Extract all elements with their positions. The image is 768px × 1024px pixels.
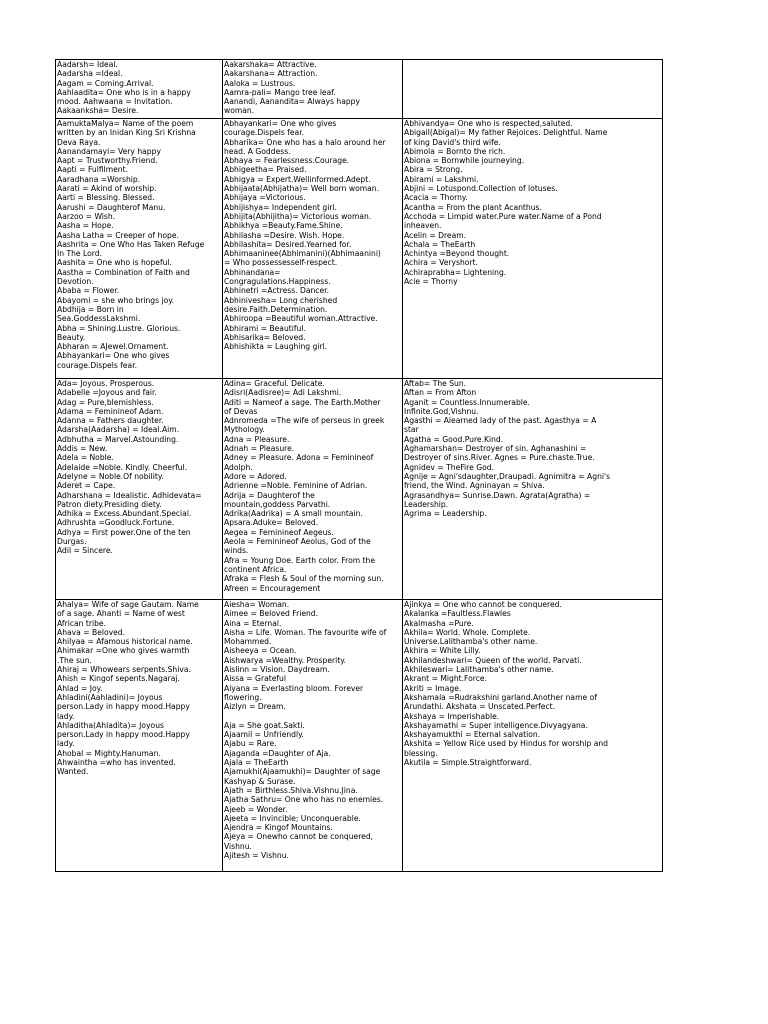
entry-line: Adolph. [224, 462, 253, 472]
entry-line: Acelin = Dream. [404, 230, 467, 240]
entry-line: Adhrushta =Goodluck.Fortune. [57, 518, 175, 528]
entry-line: Aderet = Cape. [57, 481, 116, 491]
entry-line: Sea.GoddessLakshmi. [57, 314, 141, 324]
entry-line: Abhijaya =Victorious. [224, 193, 306, 203]
entry-line: Aakarshaka= Attractive. [224, 60, 317, 69]
entry-line: Akhila= World. Whole. Complete. [404, 627, 531, 637]
entry-line: Abhiroopa =Beautiful woman.Attractive. [224, 314, 378, 324]
entry-line: Adrija = Daughterof the [224, 490, 315, 500]
entry-line: Aashita = One who is hopeful. [57, 258, 172, 268]
entry-line: Abhirami = Beautiful. [224, 323, 306, 333]
entry-line: Ajaamil = Unfriendly. [224, 730, 304, 740]
table-row [56, 119, 663, 379]
entry-line: Aarzoo = Wish. [57, 211, 116, 221]
entry-line: friend, the Wind. Agninayan = Shiva. [404, 481, 545, 491]
entry-line: Adhya = First power.One of the ten [57, 527, 191, 537]
entry-line: Aadarsha =Ideal. [57, 69, 123, 79]
entry-line: Aashrita = One Who Has Taken Refuge [57, 239, 205, 249]
entry-line: Abhigeetha= Praised. [224, 165, 307, 175]
entry-line: Akalmasha =Pure. [404, 618, 474, 628]
entry-line: Ajath = Birthless.Shiva.Vishnu.Jina. [224, 785, 358, 795]
entry-line: = Who possessesself-respect. [224, 258, 338, 268]
entry-line: Afraka = Flesh & Soul of the morning sun. [224, 574, 384, 584]
entry-line: Ajinkya = One who cannot be conquered. [404, 600, 562, 609]
entry-line: Akshaya = Imperishable. [404, 711, 500, 721]
entry-line: Akshita = Yellow Rice used by Hindus for worship and [404, 739, 609, 749]
entry-line: Aaloka = Lustrous. [224, 78, 296, 88]
entry-line: Ahobal = Mighty.Hanuman. [57, 748, 161, 758]
entry-line [224, 712, 401, 721]
entry-line: woman. [224, 106, 255, 116]
entry-line: Adney = Pleasure. Adona = Feminineof [224, 453, 374, 463]
entry-line: Akutila = Simple.Straightforward. [404, 758, 532, 768]
entry-line: Adil = Sincere. [57, 546, 113, 556]
entry-line: Ajamukhi(Ajaamukhi)= Daughter of sage [224, 767, 381, 777]
entry-line: Aganit = Countless.Innumerable. [404, 397, 530, 407]
entry-line: Universe.Lalithamba's other name. [404, 637, 538, 647]
entry-line: Durgas. [57, 537, 87, 547]
entry-line: Aegea = Feminineof Aegeus. [224, 527, 334, 537]
entry-line: winds. [224, 546, 249, 556]
entry-line: Deva Raya. [57, 137, 101, 147]
entry-line: Abhinivesha= Long cherished [224, 295, 338, 305]
entry-line: Achala = TheEarth [404, 239, 476, 249]
entry-line: Ajeya = Onewho cannot be conquered, [224, 832, 374, 842]
entry-line: Destroyer of sins.River. Agnes = Pure.chaste.True. [404, 453, 595, 463]
entry-line: written by an Inidan King Sri Krishna [57, 128, 196, 138]
entry-line: Abirami = Lakshmi. [404, 174, 479, 184]
entry-line: Aisha = Life. Woman. The favourite wife of [224, 627, 387, 637]
entry-line: Abigail(Abigal)= My father Rejoices. Delightful. Name [404, 128, 608, 138]
entry-line: Abhilashita= Desired.Yearned for. [224, 239, 352, 249]
table-cell [223, 379, 403, 600]
entry-line: Vishnu. [224, 841, 252, 851]
entry-line: Abimola = Bornto the rich. [404, 146, 506, 156]
entry-line: Aamra-pali= Mango tree leaf. [224, 87, 336, 97]
entry-line: African tribe. [57, 618, 106, 628]
entry-line: Akhira = White Lilly. [404, 646, 481, 656]
entry-line: Ahava = Beloved. [57, 627, 126, 637]
entry-line: Adnromeda =The wife of perseus in greek [224, 416, 385, 426]
entry-line: Aasha Latha = Creeper of hope. [57, 230, 179, 240]
entry-line: Kashyap & Surase. [224, 776, 296, 786]
entry-line: Aizlyn = Dream. [224, 702, 286, 712]
entry-line: Adisri(Aadisree)= Adi Lakshmi. [224, 388, 342, 398]
entry-line: Ahimakar =One who gives warmth [57, 646, 190, 656]
table-cell [403, 119, 663, 379]
entry-line: Adarsha(Aadarsha) = Ideal.Aim. [57, 425, 180, 435]
entry-line: .The sun. [57, 655, 92, 665]
names-table-body [56, 60, 663, 872]
entry-line: Adela = Noble. [57, 453, 114, 463]
entry-line: person.Lady in happy mood.Happy [57, 730, 190, 740]
entry-line: Acacia = Thorny. [404, 193, 468, 203]
entry-line: Abharika= One who has a halo around her [224, 137, 386, 147]
entry-line: Abiona = Bornwhile journeying. [404, 156, 525, 166]
entry-line: Addis = New. [57, 444, 108, 454]
entry-line: Adag = Pure,blemishless. [57, 397, 154, 407]
entry-line: Congragulations.Happiness. [224, 277, 331, 287]
entry-line: Aishwarya =Wealthy. Prosperity. [224, 655, 347, 665]
entry-line: Agrasandhya= Sunrise.Dawn. Agrata(Agratha) = [404, 490, 591, 500]
entry-line: Aiesha= Woman. [224, 600, 290, 609]
entry-line: person.Lady in happy mood.Happy [57, 702, 190, 712]
table-cell [403, 379, 663, 600]
entry-line: Adna = Pleasure. [224, 434, 290, 444]
entry-line: Aadarsh= Ideal. [57, 60, 118, 69]
entry-line: Mohammed. [224, 637, 272, 647]
entry-line: Abayomi = she who brings joy. [57, 295, 175, 305]
table-row [56, 600, 663, 872]
entry-line: flowering. [224, 692, 262, 702]
table-row [56, 379, 663, 600]
entry-line: Afra = Young Doe. Earth color. From the [224, 555, 375, 565]
entry-line: Akalanka =Faultless.Flawles [404, 609, 511, 619]
entry-line: In The Lord. [57, 249, 102, 259]
entry-line: Akhilandeshwari= Queen of the world. Parvati. [404, 655, 582, 665]
entry-line: of king David's third wife. [404, 137, 501, 147]
table-row [56, 60, 663, 119]
entry-line: Achiraprabha= Lightening. [404, 267, 507, 277]
entry-line: Aapti = Fulfilment. [57, 165, 128, 175]
entry-line: Ahladini(Aahladini)= Joyous [57, 692, 163, 702]
entry-line: Acantha = From the plant Acanthus. [404, 202, 542, 212]
entry-line: Devotion. [57, 277, 94, 287]
entry-line: Leadership. [404, 499, 449, 509]
table-cell [223, 119, 403, 379]
entry-line: Aarushi = Daughterof Manu. [57, 202, 166, 212]
table-cell [56, 379, 223, 600]
entry-line: Abhimaaninee(Abhimanini)(Abhimaanini) [224, 249, 381, 259]
entry-line: blessing. [404, 748, 438, 758]
table-cell [223, 60, 403, 119]
entry-line: Adhika = Excess.Abundant.Special. [57, 509, 192, 519]
table-cell [56, 60, 223, 119]
entry-line: Patron diety.Presiding diety. [57, 499, 162, 509]
table-cell [403, 600, 663, 872]
entry-line: Agasthi = Alearned lady of the past. Agasthya = A [404, 416, 597, 426]
entry-line: Agatha = Good.Pure.Kind. [404, 434, 504, 444]
entry-line: Ahlad = Joy. [57, 683, 103, 693]
entry-line: Ababa = Flower. [57, 286, 120, 296]
entry-line: Adnah = Pleasure. [224, 444, 295, 454]
entry-line: Ahalya= Wife of sage Gautam. Name [57, 600, 199, 609]
entry-line: Abhisarika= Beloved. [224, 332, 306, 342]
entry-line: Abhijita(Abhijitha)= Victorious woman. [224, 211, 372, 221]
entry-line: Abha = Shining.Lustre. Glorious. [57, 323, 181, 333]
table-cell [56, 119, 223, 379]
entry-line: Aissa = Grateful [224, 674, 286, 684]
names-table [55, 59, 663, 872]
entry-line: Aagam = Coming.Arrival. [57, 78, 154, 88]
entry-line: Aghamarshan= Destroyer of sin. Aghanashini = [404, 444, 587, 454]
entry-line: Abhivandya= One who is respected,saluted. [404, 119, 573, 128]
entry-line: Abhijishya= Independent girl. [224, 202, 337, 212]
entry-line: Akshamala =Rudrakshini garland.Another name of [404, 692, 597, 702]
entry-line: Ajeeb = Wonder. [224, 804, 288, 814]
entry-line: star [404, 425, 419, 435]
entry-line: Abira = Strong. [404, 165, 463, 175]
entry-line: Aanandi, Aanandita= Always happy [224, 97, 360, 107]
table-cell [223, 600, 403, 872]
entry-line: inheaven. [404, 221, 442, 231]
entry-line: Abdhija = Born in [57, 304, 124, 314]
entry-line: courage.Dispels fear. [224, 128, 305, 138]
entry-line: Achira = Veryshort. [404, 258, 478, 268]
entry-line: Akshayamathi = Super intelligence.Divyagyana. [404, 720, 588, 730]
entry-line: Ajabu = Rare. [224, 739, 277, 749]
entry-line: courage.Dispels fear. [57, 360, 138, 370]
entry-line: Aftan = From Afton [404, 388, 477, 398]
entry-line: Adelyne = Noble.Of nobility. [57, 471, 164, 481]
entry-line: Akriti = Image. [404, 683, 462, 693]
entry-line: Akhileswari= Lalithamba's other name. [404, 665, 554, 675]
entry-line: Agrima = Leadership. [404, 509, 487, 519]
entry-line: Wanted. [57, 767, 89, 777]
entry-line: Aarti = Blessing. Blessed. [57, 193, 155, 203]
entry-line: Afreen = Encouragement [224, 583, 321, 593]
entry-line: Aahlaadita= One who is in a happy [57, 87, 191, 97]
entry-line: Akrant = Might.Force. [404, 674, 487, 684]
entry-line: Adrienne =Noble. Feminine of Adrian. [224, 481, 368, 491]
entry-line: Aapt = Trustworthy.Friend. [57, 156, 158, 166]
entry-line: Abhinetri =Actress. Dancer. [224, 286, 329, 296]
entry-line: Abhishikta = Laughing girl. [224, 342, 328, 352]
entry-line: Aiyana = Everlasting bloom. Forever [224, 683, 364, 693]
entry-line: Aakarshana= Attraction. [224, 69, 318, 79]
entry-line: Adharshana = Idealistic. Adhidevata= [57, 490, 202, 500]
table-cell [56, 600, 223, 872]
entry-line: Ajendra = Kingof Mountains. [224, 823, 333, 833]
entry-line: lady. [57, 711, 75, 721]
entry-line: Ahish = Kingof sepents.Nagaraj. [57, 674, 180, 684]
entry-line: Ajala = TheEarth [224, 758, 289, 768]
entry-line: Aeola = Feminineof Aeolus, God of the [224, 537, 371, 547]
entry-line: Achintya =Beyond thought. [404, 249, 510, 259]
entry-line: Agnidev = TheFire God. [404, 462, 494, 472]
entry-line: Mythology. [224, 425, 265, 435]
entry-line: Ahilyaa = Afamous historical name. [57, 637, 193, 647]
entry-line: Akshayamukthi = Eternal salvation. [404, 730, 541, 740]
entry-line: Abhinandana= [224, 267, 281, 277]
entry-line: Ajeeta = Invincible; Unconquerable. [224, 813, 361, 823]
entry-line: Aftab= The Sun. [404, 379, 467, 388]
entry-line: Aaradhana =Worship. [57, 174, 141, 184]
entry-line: Aina = Eternal. [224, 618, 282, 628]
entry-line: Ahiraj = Whowears serpents.Shiva. [57, 665, 191, 675]
entry-line: Adelaide =Noble. Kindly. Cheerful. [57, 462, 188, 472]
entry-line: Aastha = Combination of Faith and [57, 267, 190, 277]
entry-line: Adrika(Aadrika) = A small mountain. [224, 509, 363, 519]
entry-line: Aanandamayi= Very happy [57, 146, 161, 156]
table-cell [403, 60, 663, 119]
entry-line: Ahwaintha =who has invented. [57, 758, 176, 768]
entry-line: Abhilasha =Desire. Wish. Hope. [224, 230, 345, 240]
entry-line: continent Africa. [224, 564, 287, 574]
entry-line: Acchoda = Limpid water.Pure water.Name of a Pond [404, 211, 602, 221]
entry-line: Ada= Joyous. Prosperous. [57, 379, 155, 388]
entry-line: Ajatha Sathru= One who has no enemies. [224, 795, 384, 805]
entry-line: mood. Aahwaana = Invitation. [57, 97, 173, 107]
entry-line: Abhigya = Expert.Wellinformed.Adept. [224, 174, 371, 184]
entry-line: Adabelle =Joyous and fair. [57, 388, 157, 398]
entry-line: Abhaya = Fearlessness.Courage. [224, 156, 350, 166]
entry-line: Abhikhya =Beauty.Fame.Shine. [224, 221, 343, 231]
entry-line: Adina= Graceful. Delicate. [224, 379, 325, 388]
entry-line: Abharan = AJewel.Ornament. [57, 342, 169, 352]
entry-line: AamuktaMalya= Name of the poem [57, 119, 194, 128]
entry-line: Aimee = Beloved Friend. [224, 609, 319, 619]
entry-line: of Devas [224, 406, 258, 416]
entry-line: Aasha = Hope. [57, 221, 114, 231]
entry-line: Aja = She goat.Sakti. [224, 720, 305, 730]
entry-line: Aislinn = Vision. Daydream. [224, 665, 330, 675]
entry-line: Ahladitha(Ahladita)= Joyous [57, 720, 164, 730]
entry-line: desire.Faith.Determination. [224, 304, 328, 314]
entry-line: Abhayankari= One who gives [224, 119, 337, 128]
entry-line: Beauty. [57, 332, 86, 342]
entry-line: Aakaanksha= Desire. [57, 106, 139, 116]
entry-line: Abhayankari= One who gives [57, 351, 170, 361]
entry-line: mountain,goddess Parvathi. [224, 499, 331, 509]
entry-line: Abjini = Lotuspond.Collection of lotuses. [404, 184, 558, 194]
entry-line: Aisheeya = Ocean. [224, 646, 297, 656]
entry-line: lady. [57, 739, 75, 749]
entry-line: Infinite.God,Vishnu. [404, 406, 479, 416]
entry-line: Ajaganda =Daughter of Aja. [224, 748, 331, 758]
entry-line: Aarati = Akind of worship. [57, 184, 157, 194]
entry-line: Abhijaata(Abhijatha)= Well born woman. [224, 184, 380, 194]
entry-line: of a sage. Ahanti = Name of west [57, 609, 185, 619]
entry-line: Adama = Feminineof Adam. [57, 406, 164, 416]
entry-line: Adbhutha = Marvel.Astounding. [57, 434, 179, 444]
entry-line: Ajitesh = Vishnu. [224, 851, 289, 861]
entry-line: Adore = Adored. [224, 471, 287, 481]
entry-line: Arundathi. Akshata = Unscated.Perfect. [404, 702, 556, 712]
entry-line: Acie = Thorny [404, 277, 458, 287]
entry-line: Adanna = Fathers daughter. [57, 416, 164, 426]
entry-line: Agnije = Agni'sdaughter,Draupadi. Agnimitra = Agni's [404, 471, 611, 481]
entry-line: head. A Goddess. [224, 146, 291, 156]
entry-line: Aditi = Nameof a sage. The Earth.Mother [224, 397, 381, 407]
entry-line: Apsara.Aduke= Beloved. [224, 518, 319, 528]
